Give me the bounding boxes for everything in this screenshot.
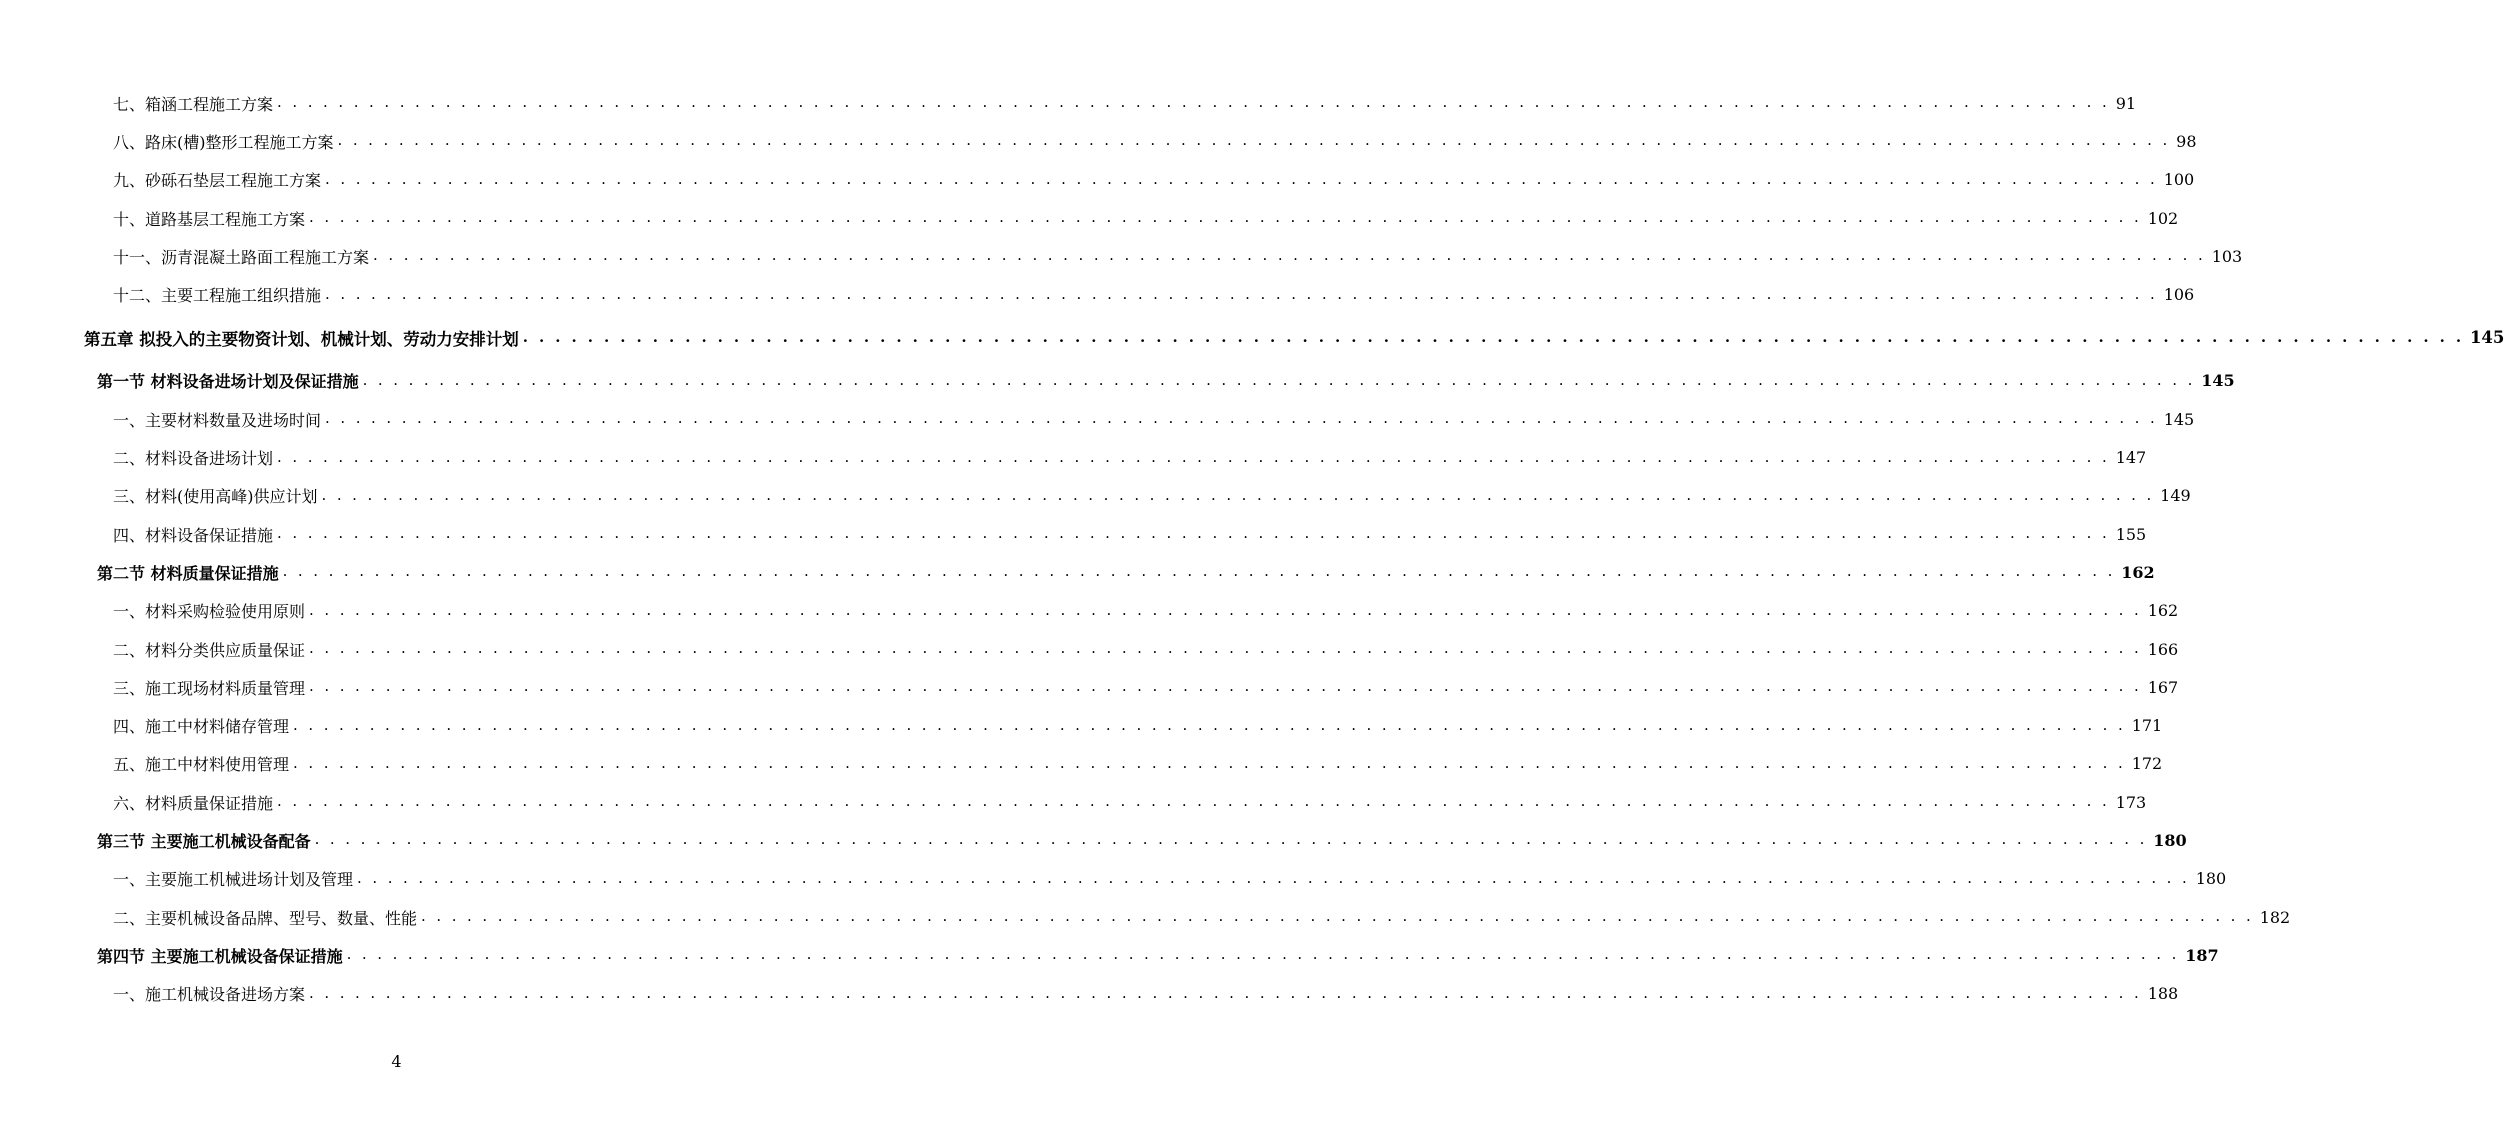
toc-entry-page: 188 xyxy=(2147,984,2179,1004)
toc-entry-section[interactable] xyxy=(0,362,2235,400)
toc-entry-item[interactable] xyxy=(0,237,2243,275)
page-number: 4 xyxy=(391,1052,402,1071)
toc-entry-title: 七、箱涵工程施工方案 xyxy=(113,94,274,114)
toc-entry-title: 一、施工机械设备进场方案 xyxy=(113,985,306,1005)
toc-entry-page: 149 xyxy=(2160,486,2191,506)
toc-entry-section[interactable] xyxy=(0,553,2155,591)
dot-leader: . . . . . . . . . . . . . . . . . . . . . . . . . . . . . . . . . . . . . . . . . . . . . . . . . . . . . . . . . . . . . . . . . . . . . . . . . . . . . . . . . . . . . . . . . . . . . . . . . . . . . . . . . . . . . . . . . . . . . . . . xyxy=(309,983,2142,1002)
toc-entry-title: 八、路床(槽)整形工程施工方案 xyxy=(113,132,334,152)
dot-leader: . . . . . . . . . . . . . . . . . . . . . . . . . . . . . . . . . . . . . . . . . . . . . . . . . . . . . . . . . . . . . . . . . . . . . . . . . . . . . . . . . . . . . . . . . . . . . . . . . . . . . . . . . . . . . . . . . . . . . . . . xyxy=(325,169,2158,188)
dot-leader: . . . . . . . . . . . . . . . . . . . . . . . . . . . . . . . . . . . . . . . . . . . . . . . . . . . . . . . . . . . . . . . . . . . . . . . . . . . . . . . . . . . . . . . . . . . . . . . . . . . . . . . . . . . . . . . . . . . . . . . . xyxy=(277,93,2110,112)
toc-entry-page: 162 xyxy=(2147,601,2179,621)
dot-leader: . . . . . . . . . . . . . . . . . . . . . . . . . . . . . . . . . . . . . . . . . . . . . . . . . . . . . . . . . . . . . . . . . . . . . . . . . . . . . . . . . . . . . . . . . . . . . . . . . . . . . . . . . . . . . . . . . . . . . . . . xyxy=(282,562,2116,581)
toc-entry-item[interactable] xyxy=(0,630,2179,668)
dot-leader: . . . . . . . . . . . . . . . . . . . . . . . . . . . . . . . . . . . . . . . . . . . . . . . . . . . . . . . . . . . . . . . . . . . . . . . . . . . . . . . . . . . . . . . . . . . . . . . . . . . . . . . . . . . . . . . . . . . . . . . . xyxy=(309,208,2142,227)
toc-entry-item[interactable] xyxy=(0,84,2137,122)
dot-leader: . . . . . . . . . . . . . . . . . . . . . . . . . . . . . . . . . . . . . . . . . . . . . . . . . . . . . . . . . . . . . . . . . . . . . . . . . . . . . . . . . . . . . . . . . . . . . . . . . . . . . . . . . . . . . . . . . . . . . . . . xyxy=(362,370,2196,389)
toc-entry-page: 167 xyxy=(2147,677,2179,697)
toc-entry-item[interactable] xyxy=(0,783,2147,821)
dot-leader: . . . . . . . . . . . . . . . . . . . . . . . . . . . . . . . . . . . . . . . . . . . . . . . . . . . . . . . . . . . . . . . . . . . . . . . . . . . . . . . . . . . . . . . . . . . . . . . . . . . . . . . . . . . . . . . . . . . . . . . . xyxy=(309,677,2142,696)
toc-entry-section[interactable] xyxy=(0,936,2219,974)
dot-leader: . . . . . . . . . . . . . . . . . . . . . . . . . . . . . . . . . . . . . . . . . . . . . . . . . . . . . . . . . . . . . . . . . . . . . . . . . . . . . . . . . . . . . . . . . . . . . . . . . . . . . . . . . . . . . . . . . . . . . . . . xyxy=(277,447,2110,466)
toc-entry-item[interactable] xyxy=(0,275,2195,313)
toc-entry-item[interactable] xyxy=(0,199,2179,237)
dot-leader: . . . . . . . . . . . . . . . . . . . . . . . . . . . . . . . . . . . . . . . . . . . . . . . . . . . . . . . . . . . . . . . . . . . . . . . . . . . . . . . . . . . . . . . . . . . . . . . . . . . . . . . . . . . . . . . . . . . . . . . . xyxy=(421,907,2254,926)
toc-entry-title: 四、施工中材料储存管理 xyxy=(113,717,290,737)
toc-entry-item[interactable] xyxy=(0,515,2147,553)
toc-entry-title: 二、材料设备进场计划 xyxy=(113,449,274,469)
dot-leader: . . . . . . . . . . . . . . . . . . . . . . . . . . . . . . . . . . . . . . . . . . . . . . . . . . . . . . . . . . . . . . . . . . . . . . . . . . . . . . . . . . . . . . . . . . . . . . . . . . . . . . . . . . . . . . . . . . . . . . . . xyxy=(346,945,2180,964)
toc-entry-title: 十二、主要工程施工组织措施 xyxy=(113,286,322,306)
toc-entry-title: 第二节 材料质量保证措施 xyxy=(97,563,279,583)
toc-entry-title: 三、施工现场材料质量管理 xyxy=(113,678,306,698)
toc-entry-page: 162 xyxy=(2121,562,2155,582)
toc-entry-item[interactable] xyxy=(0,161,2195,199)
toc-entry-title: 一、主要施工机械进场计划及管理 xyxy=(113,870,354,890)
toc-entry-page: 180 xyxy=(2195,869,2227,889)
dot-leader: . . . . . . . . . . . . . . . . . . . . . . . . . . . . . . . . . . . . . . . . . . . . . . . . . . . . . . . . . . . . . . . . . . . . . . . . . . . . . . . . . . . . . . . . . . . . . . . . . . . . . . . . . . . . . . . . . . . . . . . . xyxy=(309,639,2142,657)
table-of-contents xyxy=(0,84,2504,1013)
toc-entry-section[interactable] xyxy=(0,821,2187,859)
dot-leader: . . . . . . . . . . . . . . . . . . . . . . . . . . . . . . . . . . . . . . . . . . . . . . . . . . . . . . . . . . . . . . . . . . . . . . . . . . . . . . . . . . . . . . . . . . . . . . . . . . . . . . . . . . . . . . . . . . . . . . . . xyxy=(309,600,2142,619)
toc-entry-item[interactable] xyxy=(0,860,2227,898)
dot-leader: . . . . . . . . . . . . . . . . . . . . . . . . . . . . . . . . . . . . . . . . . . . . . . . . . . . . . . . . . . . . . . . . . . . . . . . . . . . . . . . . . . . . . . . . . . . . . . . . . . . . . . . . . . . . . . . . . . . . . . . . xyxy=(293,753,2126,772)
toc-entry-item[interactable] xyxy=(0,400,2195,438)
toc-entry-title: 第三节 主要施工机械设备配备 xyxy=(97,831,311,851)
toc-entry-page: 166 xyxy=(2147,639,2179,659)
dot-leader: . . . . . . . . . . . . . . . . . . . . . . . . . . . . . . . . . . . . . . . . . . . . . . . . . . . . . . . . . . . . . . . . . . . . . . . . . . . . . . . . . . . . . . . . . . . . . . . . . . . . . . . . . . . . . . . . . . . . . . . . xyxy=(277,524,2110,543)
toc-entry-page: 173 xyxy=(2115,792,2147,812)
dot-leader: . . . . . . . . . . . . . . . . . . . . . . . . . . . . . . . . . . . . . . . . . . . . . . . . . . . . . . . . . . . . . . . . . . . . . . . . . . . . . . . . . . . . . . . . . . . . . . . . . . . . . . . . . . . . . . . . . . . . . . . . xyxy=(325,409,2158,428)
toc-entry-title: 十一、沥青混凝土路面工程施工方案 xyxy=(113,247,370,267)
toc-entry-chapter[interactable] xyxy=(0,314,2504,362)
toc-entry-page: 145 xyxy=(2469,328,2504,348)
toc-entry-page: 145 xyxy=(2163,409,2195,429)
toc-entry-title: 四、材料设备保证措施 xyxy=(113,525,274,545)
toc-entry-page: 98 xyxy=(2176,131,2197,151)
toc-entry-page: 145 xyxy=(2201,371,2235,391)
toc-entry-page: 172 xyxy=(2131,754,2163,774)
toc-entry-title: 第一节 材料设备进场计划及保证措施 xyxy=(97,372,359,392)
toc-entry-title: 一、材料采购检验使用原则 xyxy=(113,602,306,622)
dot-leader: . . . . . . . . . . . . . . . . . . . . . . . . . . . . . . . . . . . . . . . . . . . . . . . . . . . . . . . . . . . . . . . . . . . . . . . . . . . . . . . . . . . . . . . . . . . . . . . . . . . . . . . . . . . . . . . . . . . . . . . . xyxy=(293,715,2126,734)
toc-entry-title: 十、道路基层工程施工方案 xyxy=(113,209,306,229)
dot-leader: . . . . . . . . . . . . . . . . . . . . . . . . . . . . . . . . . . . . . . . . . . . . . . . . . . . . . . . . . . . . . . . . . . . . . . . . . . . . . . . . . . . . . . . . . . . . . . . . . . . . . . . . . . . . . . . . . . . . . . . . xyxy=(277,792,2110,811)
dot-leader: . . . . . . . . . . . . . . . . . . . . . . . . . . . . . . . . . . . . . . . . . . . . . . . . . . . . . . . . . . . . . . . . . . . . . . . . . . . . . . . . . . . . . . . . . . . . . . . . . . . . . . . . . . . . . . . . . . . . . . . . xyxy=(325,284,2158,303)
toc-entry-title: 一、主要材料数量及进场时间 xyxy=(113,410,322,430)
toc-entry-item[interactable] xyxy=(0,668,2179,706)
toc-entry-title: 九、砂砾石垫层工程施工方案 xyxy=(113,171,322,191)
toc-entry-page: 106 xyxy=(2163,285,2195,305)
toc-entry-title: 六、材料质量保证措施 xyxy=(113,793,274,813)
toc-entry-page: 171 xyxy=(2131,716,2163,736)
toc-entry-item[interactable] xyxy=(0,706,2163,744)
toc-entry-item[interactable] xyxy=(0,122,2197,160)
dot-leader: . . . . . . . . . . . . . . . . . . . . . . . . . . . . . . . . . . . . . . . . . . . . . . . . . . . . . . . . . . . . . . . . . . . . . . . . . . . . . . . . . . . . . . . . . . . . . . . . . . . . . . . . . . . . . . . . . . . . . . . . xyxy=(314,830,2148,849)
toc-entry-page: 182 xyxy=(2259,907,2291,927)
toc-entry-page: 102 xyxy=(2147,208,2179,228)
dot-leader: . . . . . . . . . . . . . . . . . . . . . . . . . . . . . . . . . . . . . . . . . . . . . . . . . . . . . . . . . . . . . . . . . . . . . . . . . . . . . . . . . . . . . . . . . . . . . . . . . . . . . . . . . . . . . . . . . . . . . . . . xyxy=(337,131,2171,150)
toc-entry-title: 第五章 拟投入的主要物资计划、机械计划、劳动力安排计划 xyxy=(84,329,519,349)
toc-entry-item[interactable] xyxy=(0,898,2291,936)
toc-entry-title: 二、主要机械设备品牌、型号、数量、性能 xyxy=(113,908,418,928)
toc-entry-title: 第四节 主要施工机械设备保证措施 xyxy=(97,946,343,966)
toc-entry-item[interactable] xyxy=(0,975,2179,1013)
toc-entry-page: 103 xyxy=(2211,246,2243,266)
toc-entry-title: 五、施工中材料使用管理 xyxy=(113,755,290,775)
toc-entry-item[interactable] xyxy=(0,438,2147,476)
toc-entry-title: 三、材料(使用高峰)供应计划 xyxy=(113,487,318,507)
toc-entry-page: 180 xyxy=(2153,830,2187,850)
toc-entry-page: 155 xyxy=(2115,524,2147,544)
toc-entry-title: 二、材料分类供应质量保证 xyxy=(113,640,306,660)
dot-leader: . . . . . . . . . . . . . . . . . . . . . . . . . . . . . . . . . . . . . . . . . . . . . . . . . . . . . . . . . . . . . . . . . . . . . . . . . . . . . . . . . . . . . . . . . . . . . . . . . . . . . . . . . . . . . . . . . . . . . . . . xyxy=(522,327,2464,346)
toc-entry-page: 100 xyxy=(2163,170,2195,190)
dot-leader: . . . . . . . . . . . . . . . . . . . . . . . . . . . . . . . . . . . . . . . . . . . . . . . . . . . . . . . . . . . . . . . . . . . . . . . . . . . . . . . . . . . . . . . . . . . . . . . . . . . . . . . . . . . . . . . . . . . . . . . . xyxy=(357,868,2190,887)
toc-entry-page: 91 xyxy=(2115,93,2137,113)
toc-entry-page: 187 xyxy=(2185,945,2219,965)
dot-leader: . . . . . . . . . . . . . . . . . . . . . . . . . . . . . . . . . . . . . . . . . . . . . . . . . . . . . . . . . . . . . . . . . . . . . . . . . . . . . . . . . . . . . . . . . . . . . . . . . . . . . . . . . . . . . . . . . . . . . . . . xyxy=(373,246,2206,265)
dot-leader: . . . . . . . . . . . . . . . . . . . . . . . . . . . . . . . . . . . . . . . . . . . . . . . . . . . . . . . . . . . . . . . . . . . . . . . . . . . . . . . . . . . . . . . . . . . . . . . . . . . . . . . . . . . . . . . . . . . . . . . . xyxy=(321,485,2155,504)
toc-entry-page: 147 xyxy=(2115,448,2147,468)
toc-entry-item[interactable] xyxy=(0,745,2163,783)
toc-entry-item[interactable] xyxy=(0,477,2191,515)
toc-entry-item[interactable] xyxy=(0,592,2179,630)
